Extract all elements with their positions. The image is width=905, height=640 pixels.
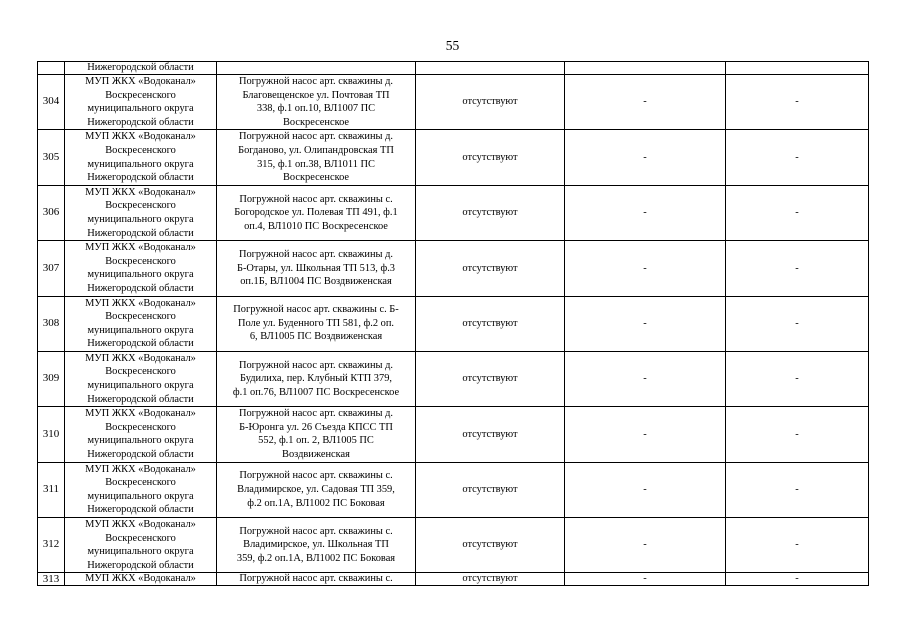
cell-col6: -	[726, 241, 869, 296]
cell-col5: -	[565, 518, 726, 573]
cell-object: Погружной насос арт. скважины д. Б-Отары, ул. Школьная ТП 513, ф.3 оп.1Б, ВЛ1004 ПС Воздвиженская	[217, 241, 416, 296]
continuation-row	[38, 62, 869, 75]
cell-object: Погружной насос арт. скважины с.	[217, 573, 416, 586]
cell-num: 308	[38, 296, 65, 351]
table-row	[38, 518, 869, 573]
cell-object: Погружной насос арт. скважины д. Б-Юронга ул. 26 Съезда КПСС ТП 552, ф.1 оп. 2, ВЛ1005 ПС Воздвиженская	[217, 407, 416, 462]
cell-col6: -	[726, 462, 869, 517]
cell-col6: -	[726, 573, 869, 586]
cell-col5: -	[565, 573, 726, 586]
cell-object: Погружной насос арт. скважины д. Будилиха, пер. Клубный КТП 379, ф.1 оп.76, ВЛ1007 ПС Воскресенское	[217, 351, 416, 406]
cell-owner: МУП ЖКХ «Водоканал» Воскресенского муниципального округа Нижегородской области	[65, 462, 217, 517]
cell-owner: Нижегородской области	[65, 62, 217, 75]
table-row	[38, 462, 869, 517]
cell-col5: -	[565, 130, 726, 185]
register-table	[37, 61, 869, 586]
cell-col6: -	[726, 296, 869, 351]
table-row	[38, 185, 869, 240]
cell-object: Погружной насос арт. скважины с. Б- Поле ул. Буденного ТП 581, ф.2 оп. 6, ВЛ1005 ПС Воздвиженская	[217, 296, 416, 351]
cell-col5: -	[565, 462, 726, 517]
cell-status: отсутствуют	[416, 75, 565, 130]
cell-num: 307	[38, 241, 65, 296]
cell-col6: -	[726, 407, 869, 462]
cell-num: 304	[38, 75, 65, 130]
cell-col5: -	[565, 241, 726, 296]
cell-owner: МУП ЖКХ «Водоканал» Воскресенского муниципального округа Нижегородской области	[65, 296, 217, 351]
cell-num: 305	[38, 130, 65, 185]
cell-num: 311	[38, 462, 65, 517]
cell-status: отсутствуют	[416, 296, 565, 351]
cell-col6: -	[726, 185, 869, 240]
cell-owner: МУП ЖКХ «Водоканал»	[65, 573, 217, 586]
cell-status: отсутствуют	[416, 351, 565, 406]
table-row	[38, 241, 869, 296]
cell-owner: МУП ЖКХ «Водоканал» Воскресенского муниципального округа Нижегородской области	[65, 241, 217, 296]
cell-col6: -	[726, 130, 869, 185]
cell-col5: -	[565, 351, 726, 406]
cell-num: 309	[38, 351, 65, 406]
cell-owner: МУП ЖКХ «Водоканал» Воскресенского муниципального округа Нижегородской области	[65, 407, 217, 462]
table-row	[38, 296, 869, 351]
cell-status: отсутствуют	[416, 407, 565, 462]
cell-num: 312	[38, 518, 65, 573]
cell-object: Погружной насос арт. скважины с. Богородское ул. Полевая ТП 491, ф.1 оп.4, ВЛ1010 ПС Воскресенское	[217, 185, 416, 240]
cell-status: отсутствуют	[416, 130, 565, 185]
cell-owner: МУП ЖКХ «Водоканал» Воскресенского муниципального округа Нижегородской области	[65, 130, 217, 185]
cell-object: Погружной насос арт. скважины с. Владимирское, ул. Садовая ТП 359, ф.2 оп.1А, ВЛ1002 ПС Боковая	[217, 462, 416, 517]
cell-num	[38, 62, 65, 75]
table-row	[38, 351, 869, 406]
page-number: 55	[445, 38, 460, 53]
cell-col5: -	[565, 407, 726, 462]
cell-col5: -	[565, 75, 726, 130]
cell-num: 310	[38, 407, 65, 462]
cell-status: отсутствуют	[416, 573, 565, 586]
cell-object: Погружной насос арт. скважины д. Благовещенское ул. Почтовая ТП 338, ф.1 оп.10, ВЛ1007 ПС Воскресенское	[217, 75, 416, 130]
cell-object	[217, 62, 416, 75]
cell-num: 313	[38, 573, 65, 586]
cell-owner: МУП ЖКХ «Водоканал» Воскресенского муниципального округа Нижегородской области	[65, 351, 217, 406]
cell-status: отсутствуют	[416, 518, 565, 573]
cell-col6: -	[726, 518, 869, 573]
cell-col5: -	[565, 185, 726, 240]
cell-owner: МУП ЖКХ «Водоканал» Воскресенского муниципального округа Нижегородской области	[65, 518, 217, 573]
cell-col6: -	[726, 75, 869, 130]
table-row	[38, 75, 869, 130]
cell-status: отсутствуют	[416, 462, 565, 517]
cell-owner: МУП ЖКХ «Водоканал» Воскресенского муниципального округа Нижегородской области	[65, 75, 217, 130]
table-row	[38, 130, 869, 185]
cell-col6: -	[726, 351, 869, 406]
cell-col5: -	[565, 296, 726, 351]
cell-col5	[565, 62, 726, 75]
table-row	[38, 407, 869, 462]
cell-num: 306	[38, 185, 65, 240]
cell-status: отсутствуют	[416, 241, 565, 296]
cell-object: Погружной насос арт. скважины д. Богданово, ул. Олипандровская ТП 315, ф.1 оп.38, ВЛ1011 ПС Воскресенское	[217, 130, 416, 185]
cell-object: Погружной насос арт. скважины с. Владимирское, ул. Школьная ТП 359, ф.2 оп.1А, ВЛ1002 ПС Боковая	[217, 518, 416, 573]
cell-col6	[726, 62, 869, 75]
cell-owner: МУП ЖКХ «Водоканал» Воскресенского муниципального округа Нижегородской области	[65, 185, 217, 240]
register-table-body	[38, 62, 869, 586]
table-row-partial	[38, 573, 869, 586]
cell-status: отсутствуют	[416, 185, 565, 240]
cell-status	[416, 62, 565, 75]
